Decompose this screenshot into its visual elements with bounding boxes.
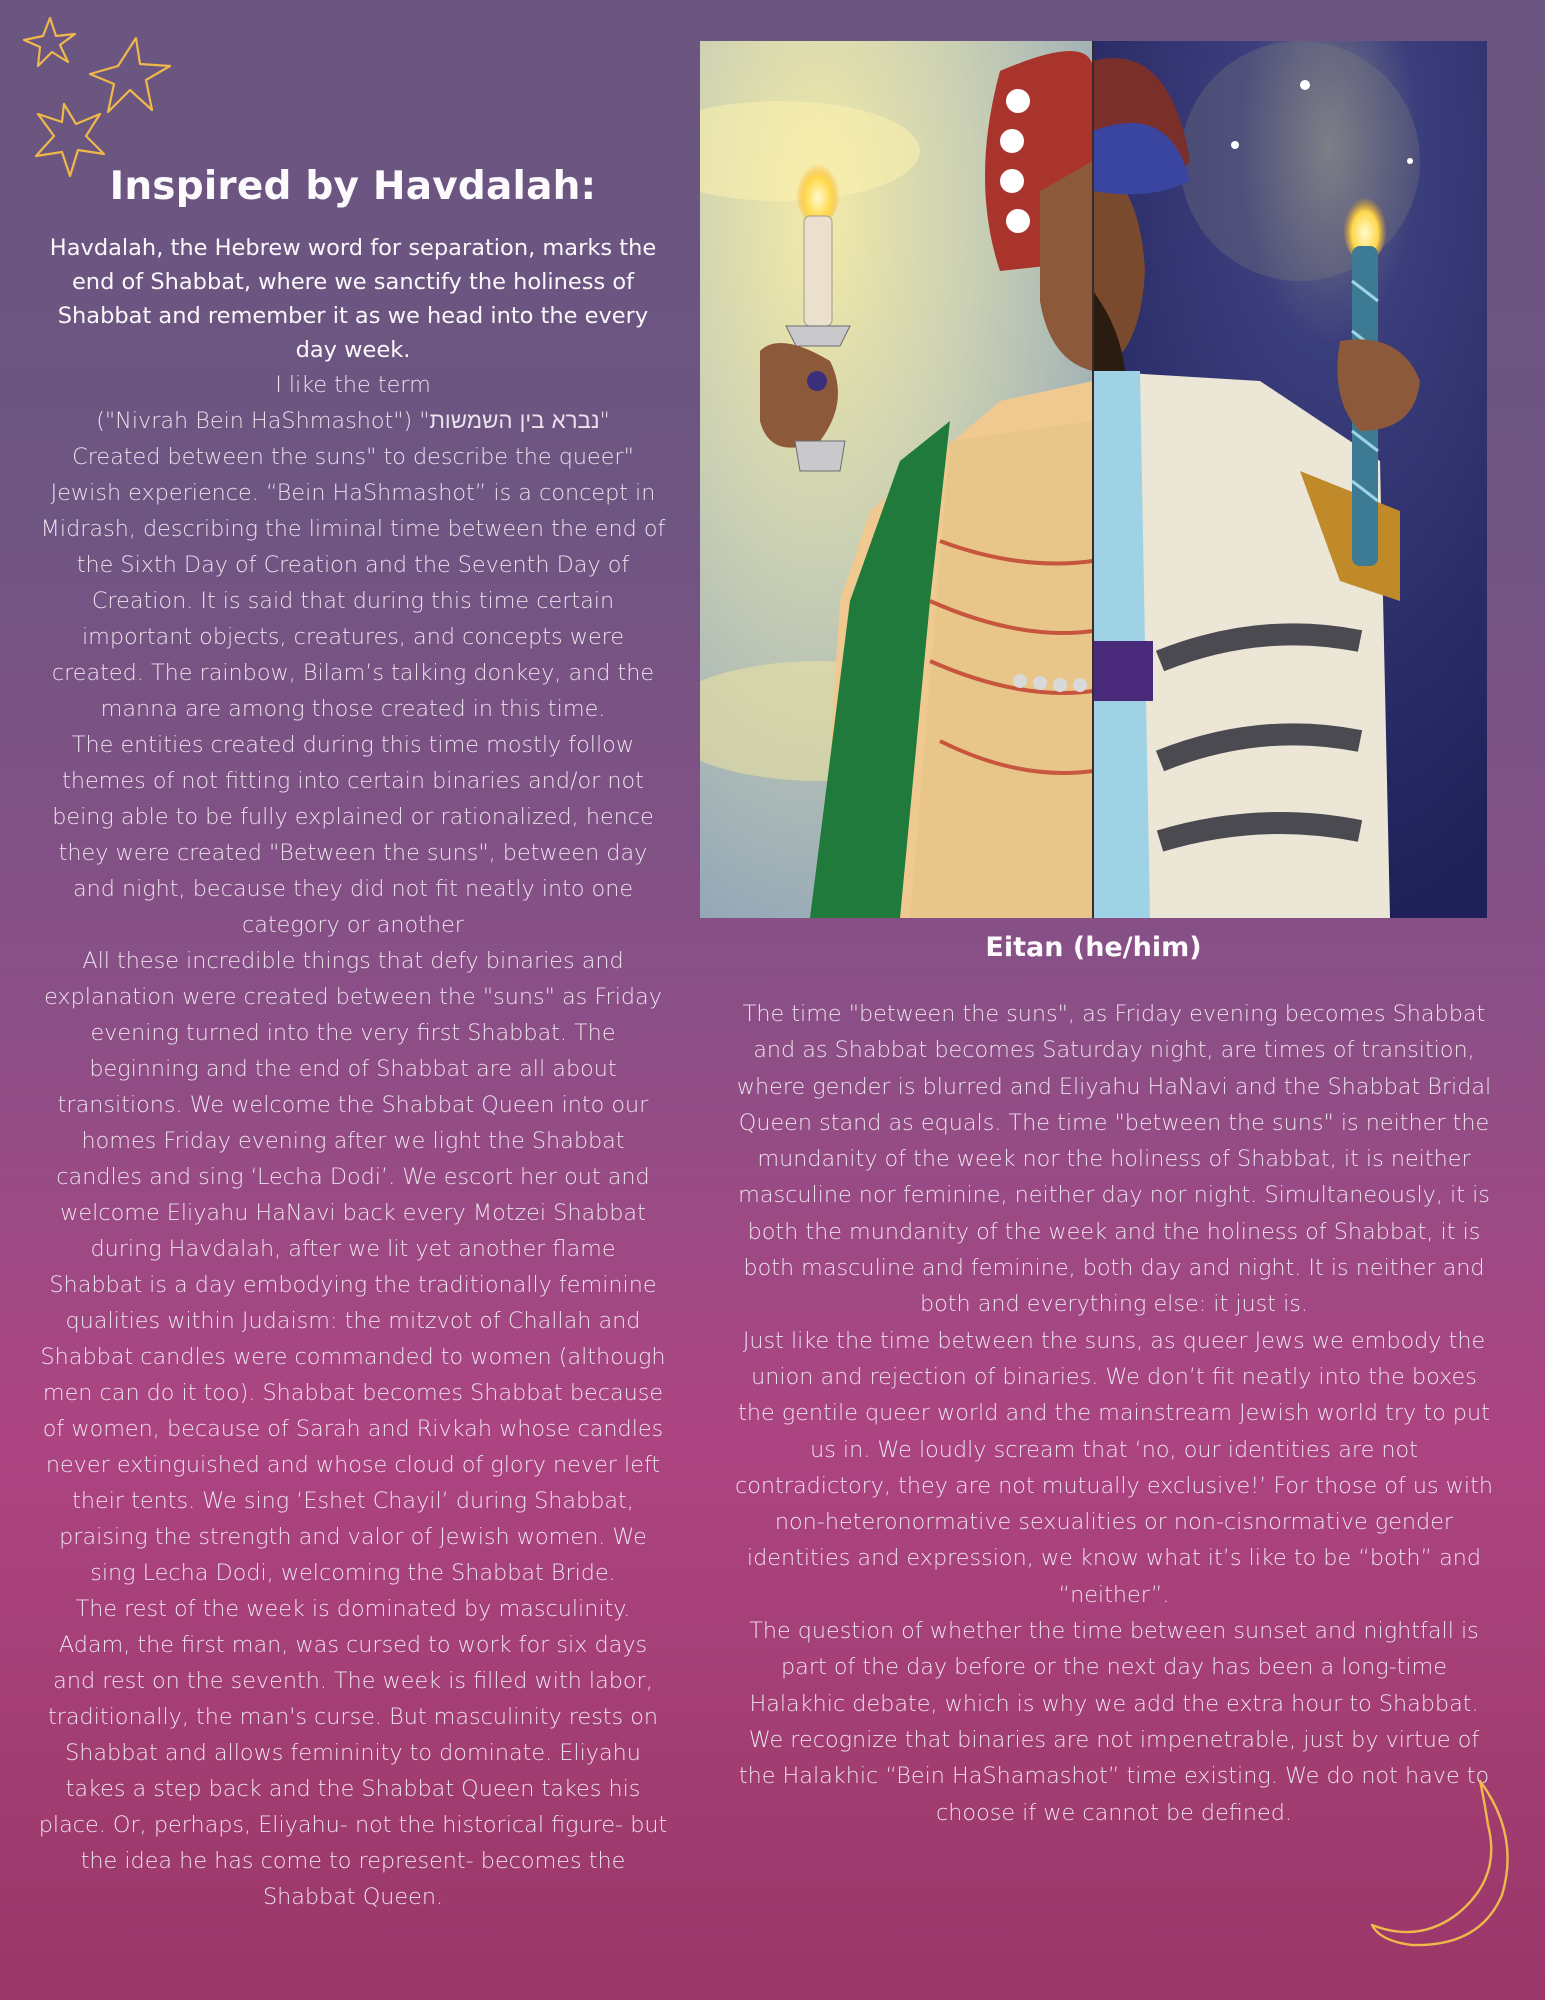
left-paragraph: The entities created during this time mostly follow themes of not fitting into certain binaries and/or not being able to be fully explained or rationalized, hence they were created "Between the suns", between day and night, because they did not fit neatly into one category or another xyxy=(52,732,654,938)
right-column xyxy=(734,996,1494,1831)
left-paragraph-hebrew-term: ("Nivrah Bein HaShmashot") "נברא בין השמשות" xyxy=(96,408,610,434)
havdalah-illustration xyxy=(700,41,1487,918)
right-paragraph: The time "between the suns", as Friday evening becomes Shabbat and as Shabbat becomes Saturday night, are times of transition, where gender is blurred and Eliyahu HaNavi and the Shabbat Bridal Queen stand as equals. The time "between the suns" is neither the mundanity of the week nor the holiness of Shabbat, it is neither masculine nor feminine, neither day nor night. Simultaneously, it is both the mundanity of the week and the holiness of Shabbat, it is both masculine and feminine, both day and night. It is neither and both and everything else: it just is. xyxy=(736,1001,1492,1318)
left-paragraph: The rest of the week is dominated by masculinity. Adam, the first man, was cursed to work for six days and rest on the seventh. The week is filled with labor, traditionally, the man's curse. But masculinity rests on Shabbat and allows femininity to dominate. Eliyahu takes a step back and the Shabbat Queen takes his place. Or, perhaps, Eliyahu- not the historical figure- but the idea he has come to represent- becomes the Shabbat Queen. xyxy=(38,1596,668,1910)
stars-decoration-icon xyxy=(18,14,188,184)
small-star-icon xyxy=(24,18,75,66)
crescent-moon-icon xyxy=(1370,1775,1520,1955)
right-star-icon xyxy=(90,38,170,112)
left-paragraph: Shabbat is a day embodying the traditionally feminine qualities within Judaism: the mitzvot of Challah and Shabbat candles were commanded to women (although men can do it too). Shabbat becomes Shabbat because of women, because of Sarah and Rivkah whose candles never extinguished and whose cloud of glory never left their tents. We sing ‘Eshet Chayil’ during Shabbat, praising the strength and valor of Jewish women. We sing Lecha Dodi, welcoming the Shabbat Bride. xyxy=(40,1272,666,1586)
intro-paragraph: Havdalah, the Hebrew word for separation, marks the end of Shabbat, where we sanctify the holiness of Shabbat and remember it as we head into the every day week. xyxy=(49,235,657,363)
left-paragraph: All these incredible things that defy binaries and explanation were created between the "suns" as Friday evening turned into the very first Shabbat. The beginning and the end of Shabbat are all about transitions. We welcome the Shabbat Queen into our homes Friday evening after we light the Shabbat candles and sing ‘Lecha Dodi’. We escort her out and welcome Eliyahu HaNavi back every Motzei Shabbat during Havdalah, after we lit yet another flame xyxy=(44,948,662,1262)
right-paragraph: Just like the time between the suns, as queer Jews we embody the union and rejection of binaries. We don’t fit neatly into the boxes the gentile queer world and the mainstream Jewish world try to put us in. We loudly scream that ‘no, our identities are not contradictory, they are not mutually exclusive!’ For those of us with non-heteronormative sexualities or non-cisnormative gender identities and expression, we know what it’s like to be “both” and “neither”. xyxy=(735,1327,1493,1608)
right-body-text xyxy=(734,996,1494,1831)
left-body-text xyxy=(38,367,668,1915)
left-paragraph: I like the term xyxy=(275,372,431,398)
left-column xyxy=(38,160,668,1915)
right-paragraph: The question of whether the time between sunset and nightfall is part of the day before or the next day has been a long-time Halakhic debate, which is why we add the extra hour to Shabbat. We recognize that binaries are not impenetrable, just by virtue of the Halakhic “Bein HaShamashot” time existing. We do not have to choose if we cannot be defined. xyxy=(738,1618,1490,1826)
left-paragraph: Created between the suns" to describe the queer" Jewish experience. “Bein HaShmashot” is a concept in Midrash, describing the liminal time between the end of the Sixth Day of Creation and the Seventh Day of Creation. It is said that during this time certain important objects, creatures, and concepts were created. The rainbow, Bilam’s talking donkey, and the manna are among those created in this time. xyxy=(40,444,666,722)
page-title: Inspired by Havdalah: xyxy=(109,164,597,209)
artwork-caption: Eitan (he/him) xyxy=(985,932,1202,963)
